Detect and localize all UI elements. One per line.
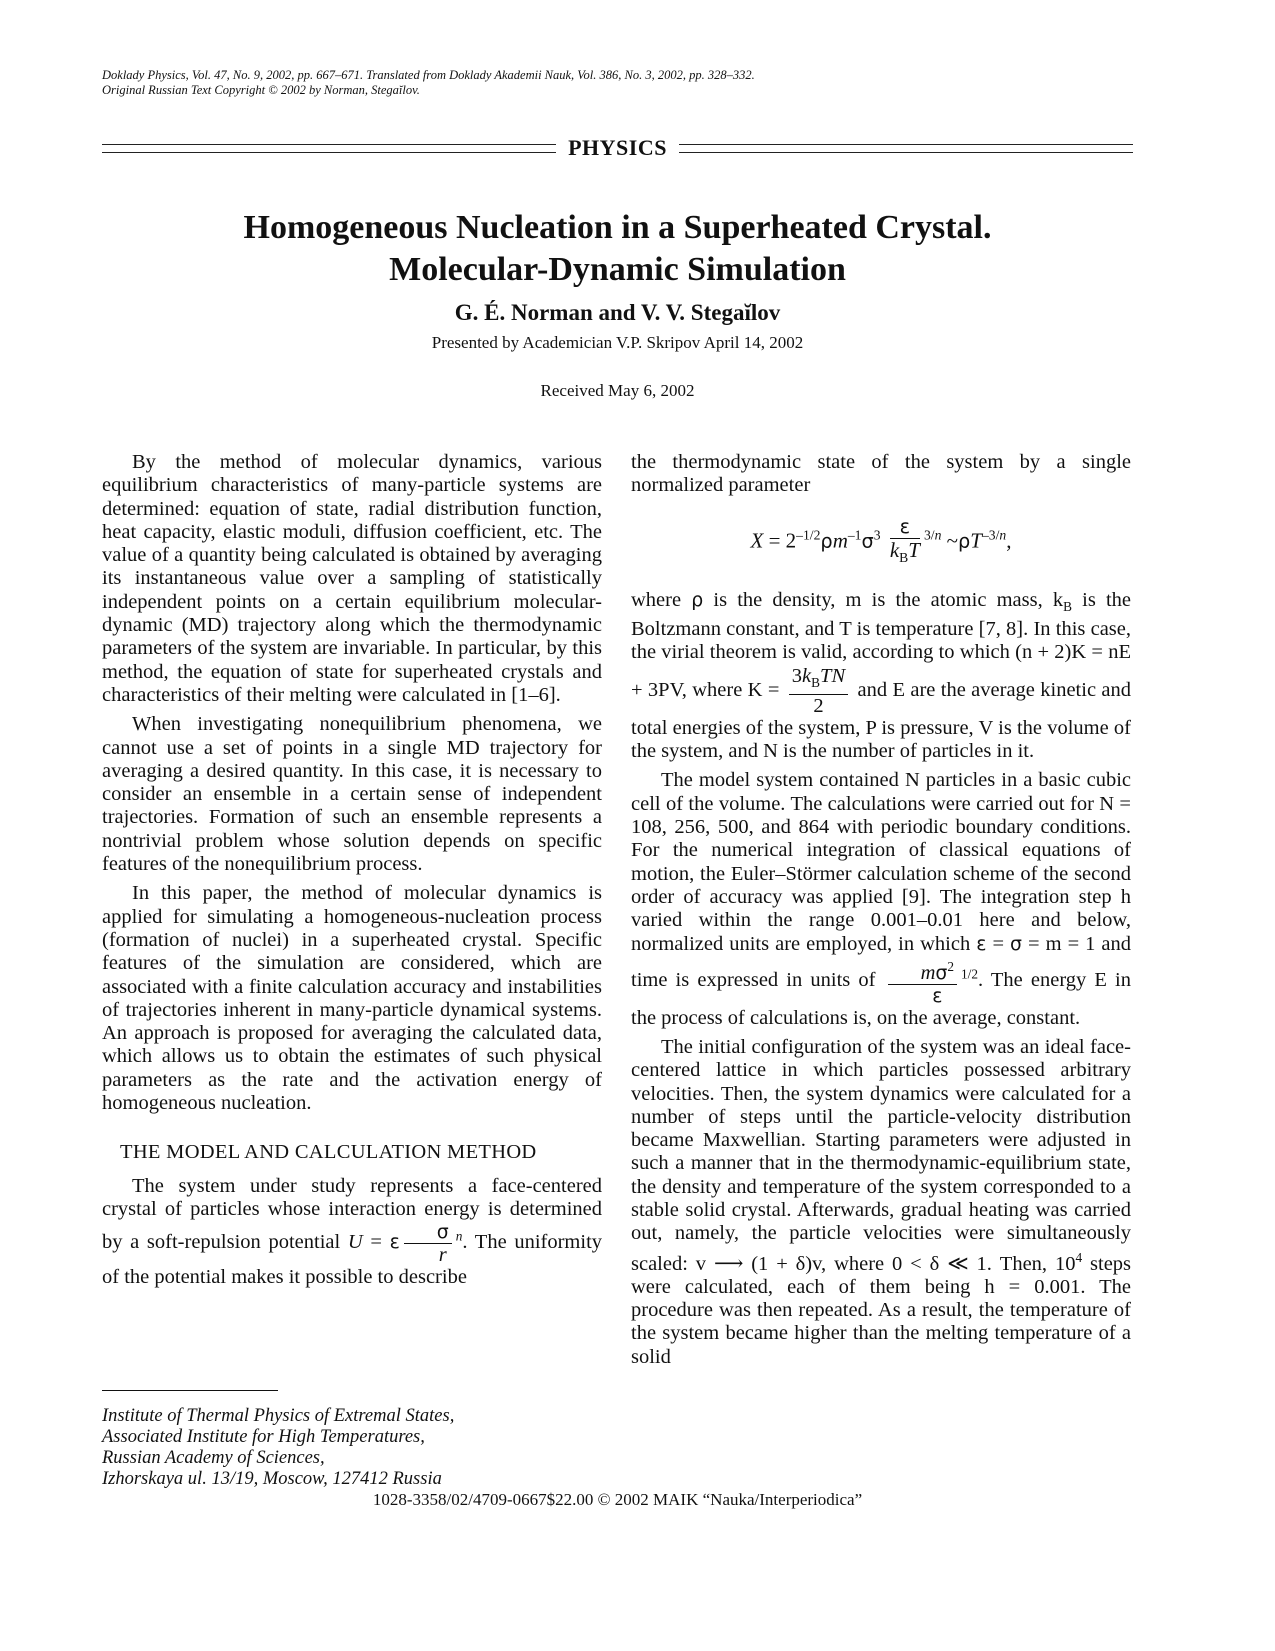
paragraph: The initial configuration of the system was an ideal face-centered lattice in which particles possessed arbitrary velocities. Then, the system dynamics were calculated for a number of steps until the particle-velocity distribution became Maxwellian. Starting parameters were adjusted in such a manner that in the thermodynamic-equilibrium state, the density and temperature of the system corresponded to a stable solid crystal. Afterwards, gradual heating was carried out, namely, the particle velocities were simultaneously scaled: v ⟶ (1 + δ)v, where 0 < δ ≪ 1. Then, $10^4$ steps were calculated, each of them being h = 0.001. The procedure was then repeated. As a result, the temperature of the system became higher than the melting temperature of a solid bbox=[631, 1035, 1132, 1368]
rule-left bbox=[102, 144, 556, 153]
affiliation bbox=[102, 1406, 454, 1490]
text-span: . The energy E in the process of calculations is, on the average, constant. bbox=[631, 968, 1132, 1029]
text-span: is the Boltzmann constant, and T is temperature [7, 8]. In this case, the virial theorem is valid, according to which (n + 2)K = nE + 3PV, where K = bbox=[631, 588, 1132, 701]
footer-copyright: 1028-3358/02/4709-0667$22.00 © 2002 MAIK “Nauka/Interperiodica” bbox=[372, 1490, 863, 1509]
footnote-rule bbox=[102, 1390, 278, 1391]
affiliation-line: Institute of Thermal Physics of Extremal States, bbox=[102, 1406, 455, 1426]
text-span: and E are the average kinetic and total energies of the system, P is pressure, V is the volume of the system, and N is the number of particles in it. bbox=[631, 678, 1132, 763]
paragraph: the thermodynamic state of the system by a single normalized parameter bbox=[631, 451, 1131, 497]
section-banner bbox=[102, 131, 1133, 165]
text-span: is the density, m is the atomic mass, k bbox=[713, 588, 1064, 611]
presented-by: Presented by Academician V.P. Skripov April 14, 2002 bbox=[431, 333, 804, 352]
rule-right bbox=[679, 144, 1133, 153]
right-column bbox=[631, 451, 1131, 1375]
paragraph: The model system contained N particles in a basic cubic cell of the volume. The calculations were carried out for N = 108, 256, 500, and 864 with periodic boundary conditions. For the numerical integration of classical equations of motion, the Euler–Störmer calculation scheme of the second order of accuracy was applied [9]. The integration step h varied within the range 0.001–0.01 here and below, normalized units are employed, in which ε = σ = m = 1 and time is expressed in units of $\frac{m\sigma^2}{\varepsilon}$ $^{1/2}$. The energy E in the process of calculations is, on the average, constant. bbox=[631, 769, 1132, 1029]
copyright-line: Original Russian Text Copyright © 2002 by Norman, Stegaĭlov. bbox=[102, 83, 420, 97]
received-date: Received May 6, 2002 bbox=[540, 381, 695, 400]
text-span: The initial configuration of the system was an ideal face-centered lattice in which particles possessed arbitrary velocities. Then, the system dynamics were calculated for a number of steps until the particle-velocity distribution became Maxwellian. Starting parameters were adjusted in such a manner that in the thermodynamic-equilibrium state, the density and temperature of the system corresponded to a stable solid crystal. Afterwards, gradual heating was carried out, namely, the particle velocities were simultaneously scaled: v ⟶ (1 + δ)v, where 0 < δ ≪ 1. Then, 10 bbox=[631, 1035, 1131, 1275]
paragraph: When investigating nonequilibrium phenomena, we cannot use a set of points in a single MD trajectory for averaging a desired quantity. In this case, it is necessary to consider an ensemble in a certain sense of independent trajectories. Formation of such an ensemble represents a nontrivial problem whose solution depends on specific features of the nonequilibrium process. bbox=[102, 713, 602, 876]
article-title-line-2: Molecular-Dynamic Simulation bbox=[389, 251, 846, 288]
text-span: = m = 1 and time is expressed in units of bbox=[631, 932, 1132, 991]
left-column bbox=[102, 451, 602, 1296]
affiliation-line: Russian Academy of Sciences, bbox=[102, 1448, 325, 1468]
paragraph: In this paper, the method of molecular dynamics is applied for simulating a homogeneous-nucleation process (formation of nuclei) in a superheated crystal. Specific features of the simulation are considered, which are associated with a finite calculation accuracy and instabilities of trajectories inherent in many-particle dynamical systems. An approach is proposed for averaging the calculated data, which allows us to obtain the estimates of such physical parameters as the rate and the activation energy of homogeneous nucleation. bbox=[102, 882, 602, 1115]
section-label: PHYSICS bbox=[568, 135, 667, 160]
text-span: The model system contained N particles in a basic cubic cell of the volume. The calculations were carried out for N = 108, 256, 500, and 864 with periodic boundary conditions. For the numerical integration of classical equations of motion, the Euler–Störmer calculation scheme of the second order of accuracy was applied [9]. The integration step h varied within the range 0.001–0.01 here and below, normalized units are employed, in which bbox=[631, 769, 1131, 955]
text-span: The system under study represents a face-centered crystal of particles whose interaction energy is determined by a soft-repulsion potential bbox=[102, 1174, 602, 1254]
authors: G. É. Norman and V. V. Stegaĭlov bbox=[454, 300, 781, 325]
affiliation-line: Izhorskaya ul. 13/19, Moscow, 127412 Russia bbox=[102, 1469, 442, 1489]
text-span: steps were calculated, each of them being h = 0.001. The procedure was then repeated. As a result, the temperature of the system became higher than the melting temperature of a solid bbox=[631, 1252, 1132, 1368]
article-title-line-1: Homogeneous Nucleation in a Superheated Crystal. bbox=[243, 209, 992, 246]
fraction: $\frac{\sigma}{r}$ bbox=[404, 1221, 452, 1266]
equation-x: $X = 2^{-1/2}\rho m^{-1}\sigma^3$ $\frac{\varepsilon}{k_BT}$ $^{3/n}$ $\sim\rho T^{-3/n}$, bbox=[750, 514, 1012, 565]
text-span: . The uniformity of the potential makes it possible to describe bbox=[102, 1231, 603, 1289]
paragraph: By the method of molecular dynamics, various equilibrium characteristics of many-particle systems are determined: equation of state, radial distribution function, heat capacity, elastic moduli, diffusion coefficient, etc. The value of a quantity being calculated is obtained by averaging its instantaneous value over a sampling of statistically independent points on a certain equilibrium molecular-dynamic (MD) trajectory along which the thermodynamic parameters of the system are invariable. In particular, by this method, the equation of state for superheated crystals and characteristics of their melting were calculated in [1–6]. bbox=[102, 451, 602, 706]
paragraph: The system under study represents a face-centered crystal of particles whose interaction energy is determined by a soft-repulsion potential U = ε $\frac{\sigma}{r}$ $^n$. The uniformity of the potential makes it possible to describe bbox=[102, 1174, 603, 1289]
journal-citation: Doklady Physics, Vol. 47, No. 9, 2002, pp. 667–671. Translated from Doklady Akademii Nauk, Vol. 386, No. 3, 2002, pp. 328–332. bbox=[102, 68, 755, 82]
affiliation-line: Associated Institute for High Temperatures, bbox=[102, 1427, 425, 1447]
paragraph: where ρ is the density, m is the atomic mass, $k_B$ is the Boltzmann constant, and T is temperature [7, 8]. In this case, the virial theorem is valid, according to which (n + 2)K = nE + 3PV, where K = $\frac{3k_BTN}{2}$ and E are the average kinetic and total energies of the system, P is pressure, V is the volume of the system, and N is the number of particles in it. bbox=[631, 588, 1132, 763]
section-heading: THE MODEL AND CALCULATION METHOD bbox=[120, 1141, 537, 1164]
